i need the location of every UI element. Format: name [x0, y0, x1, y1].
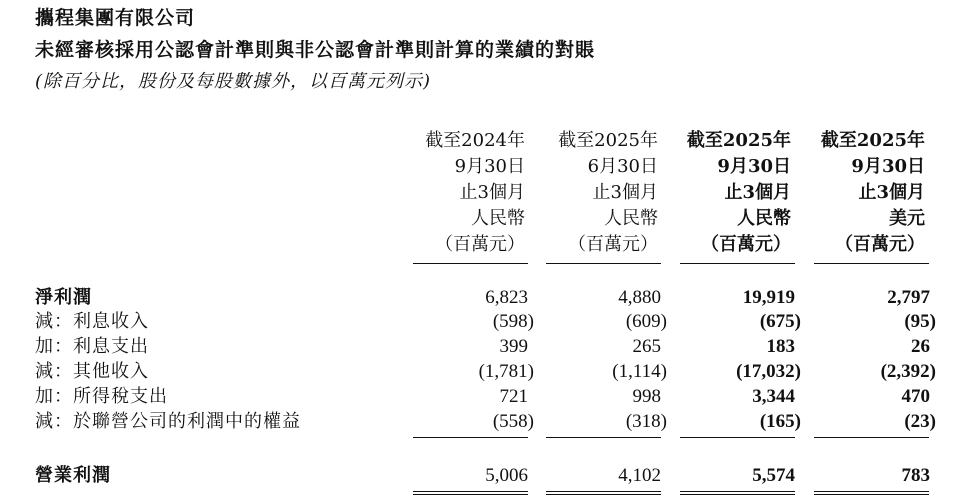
- column-header-line: 9月30日: [454, 156, 525, 177]
- cell-income-tax-expense: 721: [499, 386, 528, 407]
- header-divider: [413, 263, 528, 264]
- cell-interest-expense: 26: [911, 336, 930, 357]
- cell-interest-income: (598): [492, 311, 534, 332]
- total-double-rule: [413, 491, 528, 495]
- cell-interest-expense: 183: [766, 336, 795, 357]
- column-header-line: （百萬元）: [701, 234, 791, 255]
- row-label-interest-expense: 加：利息支出: [35, 336, 149, 357]
- column-header-line: 截至2025年: [686, 130, 791, 151]
- cell-net-income: 6,823: [485, 287, 528, 308]
- column-header-q3-2024-rmb: [397, 128, 525, 258]
- column-header-line: 人民幣: [604, 208, 658, 229]
- header-divider: [814, 263, 929, 264]
- subtotal-rule: [413, 437, 528, 438]
- row-label-income-tax-expense: 加：所得稅支出: [35, 386, 168, 407]
- row-label-interest-income: 減：利息收入: [35, 311, 149, 332]
- column-header-line: 止3個月: [459, 182, 525, 203]
- subtotal-rule: [814, 437, 929, 438]
- column-header-line: （百萬元）: [568, 234, 658, 255]
- column-header-line: 9月30日: [851, 156, 925, 177]
- column-header-line: （百萬元）: [435, 234, 525, 255]
- column-header-line: 人民幣: [471, 208, 525, 229]
- total-double-rule: [680, 491, 795, 495]
- column-header-q2-2025-rmb: [530, 128, 658, 258]
- column-header-line: 9月30日: [717, 156, 791, 177]
- cell-equity-in-affiliates: (558): [492, 411, 534, 432]
- row-label-other-income: 減：其他收入: [35, 361, 149, 382]
- cell-operating-income: 4,102: [618, 465, 661, 486]
- row-label-net-income: 淨利潤: [35, 287, 92, 308]
- cell-interest-income: (609): [625, 311, 667, 332]
- cell-net-income: 2,797: [887, 287, 930, 308]
- row-label-equity-in-affiliates: 減：於聯營公司的利潤中的權益: [35, 411, 301, 432]
- cell-other-income: (1,781): [478, 361, 534, 382]
- cell-equity-in-affiliates: (165): [759, 411, 801, 432]
- cell-interest-expense: 399: [499, 336, 528, 357]
- column-header-line: （百萬元）: [835, 234, 925, 255]
- row-label-operating-income: 營業利潤: [35, 465, 111, 486]
- cell-net-income: 19,919: [742, 287, 795, 308]
- column-header-line: 截至2025年: [558, 130, 658, 151]
- cell-other-income: (2,392): [880, 361, 936, 382]
- column-header-q3-2025-rmb: [663, 128, 791, 258]
- total-double-rule: [814, 491, 929, 495]
- cell-interest-income: (95): [904, 311, 936, 332]
- column-header-line: 人民幣: [737, 208, 791, 229]
- header-divider: [546, 263, 661, 264]
- cell-income-tax-expense: 3,344: [752, 386, 795, 407]
- units-note: (除百分比，股份及每股數據外，以百萬元列示): [35, 71, 432, 92]
- cell-interest-income: (675): [759, 311, 801, 332]
- cell-other-income: (1,114): [612, 361, 667, 382]
- cell-income-tax-expense: 998: [632, 386, 661, 407]
- column-header-line: 止3個月: [858, 182, 925, 203]
- column-header-line: 截至2024年: [425, 130, 525, 151]
- cell-net-income: 4,880: [618, 287, 661, 308]
- cell-equity-in-affiliates: (23): [904, 411, 936, 432]
- company-name: 攜程集團有限公司: [35, 7, 196, 29]
- subtotal-rule: [680, 437, 795, 438]
- column-header-line: 止3個月: [724, 182, 791, 203]
- cell-operating-income: 783: [901, 465, 930, 486]
- cell-interest-expense: 265: [632, 336, 661, 357]
- report-title: 未經審核採用公認會計準則與非公認會計準則計算的業績的對賬: [35, 39, 596, 61]
- column-header-line: 止3個月: [592, 182, 658, 203]
- header-divider: [680, 263, 795, 264]
- column-header-line: 美元: [889, 208, 925, 229]
- cell-income-tax-expense: 470: [901, 386, 930, 407]
- column-header-line: 截至2025年: [820, 130, 925, 151]
- total-double-rule: [546, 491, 661, 495]
- subtotal-rule: [546, 437, 661, 438]
- cell-operating-income: 5,574: [752, 465, 795, 486]
- column-header-line: 6月30日: [587, 156, 658, 177]
- column-header-q3-2025-usd: [797, 128, 925, 258]
- cell-operating-income: 5,006: [485, 465, 528, 486]
- cell-other-income: (17,032): [736, 361, 801, 382]
- cell-equity-in-affiliates: (318): [625, 411, 667, 432]
